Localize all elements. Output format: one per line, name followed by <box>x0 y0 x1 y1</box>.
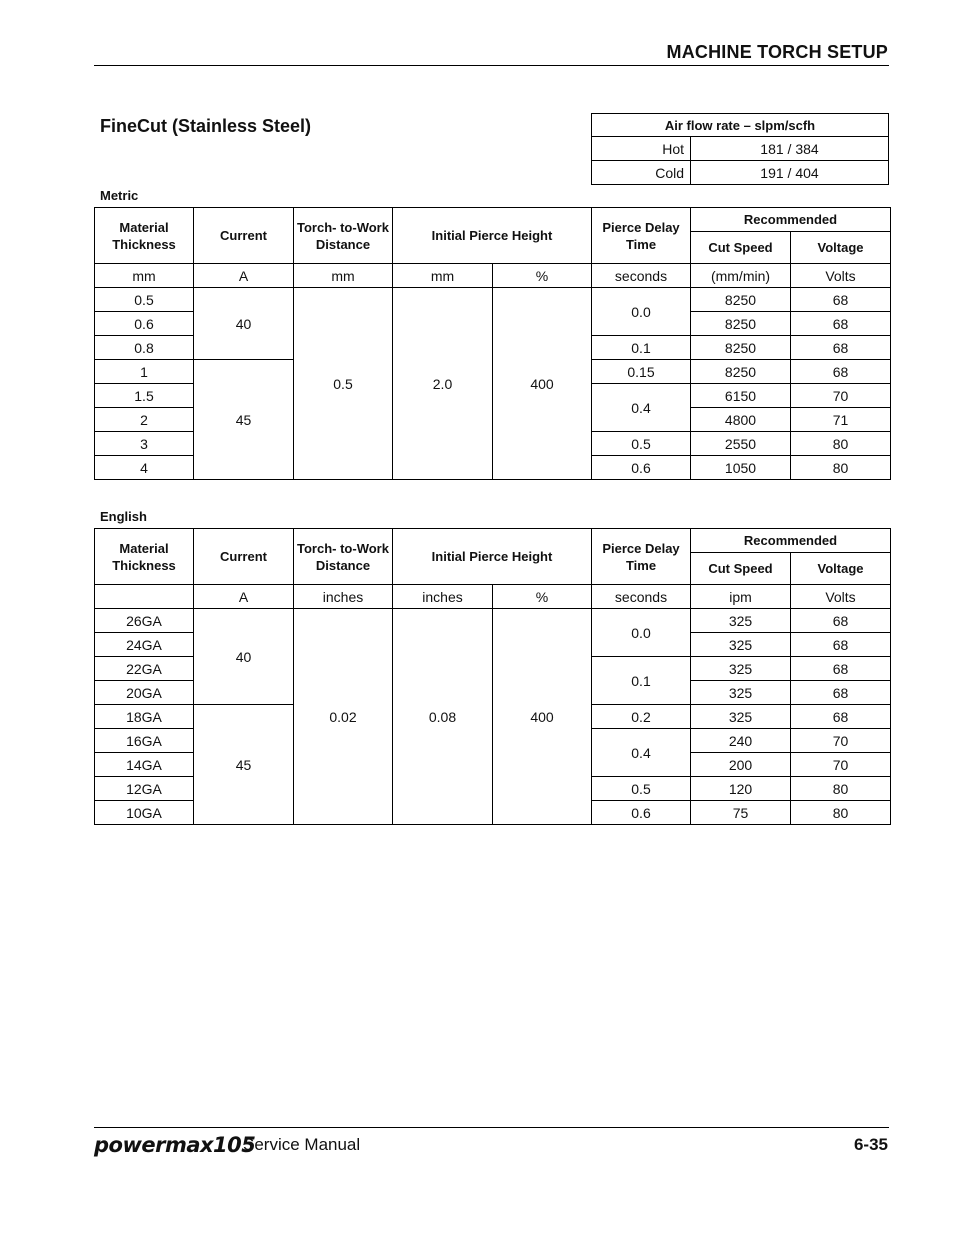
cut-speed-cell: 8250 <box>691 312 791 336</box>
air-flow-table <box>591 113 889 185</box>
thickness-cell: 3 <box>95 432 194 456</box>
thickness-cell: 20GA <box>95 681 194 705</box>
header-recommended: Recommended <box>691 208 891 232</box>
torch-to-work-cell: 0.02 <box>294 609 393 825</box>
page-number: 6-35 <box>853 1135 888 1154</box>
pierce-delay-cell: 0.6 <box>592 456 691 480</box>
pierce-delay-cell: 0.4 <box>592 729 691 777</box>
english-label: English <box>100 509 147 524</box>
brand-logo: powermax105 <box>94 1133 256 1157</box>
unit-cell: % <box>493 264 592 288</box>
unit-cell: Volts <box>791 264 891 288</box>
voltage-cell: 71 <box>791 408 891 432</box>
pierce-delay-cell: 0.4 <box>592 384 691 432</box>
cut-speed-cell: 325 <box>691 681 791 705</box>
air-flow-value: 191 / 404 <box>691 161 889 185</box>
air-flow-value: 181 / 384 <box>691 137 889 161</box>
thickness-cell: 0.6 <box>95 312 194 336</box>
cut-speed-cell: 325 <box>691 609 791 633</box>
cut-speed-cell: 2550 <box>691 432 791 456</box>
thickness-cell: 0.8 <box>95 336 194 360</box>
air-flow-label: Cold <box>592 161 691 185</box>
cut-speed-cell: 8250 <box>691 360 791 384</box>
footer-divider <box>94 1127 889 1128</box>
thickness-cell: 10GA <box>95 801 194 825</box>
thickness-cell: 12GA <box>95 777 194 801</box>
header-recommended: Recommended <box>691 529 891 553</box>
header-current: Current <box>194 208 294 264</box>
voltage-cell: 68 <box>791 705 891 729</box>
pierce-delay-cell: 0.5 <box>592 777 691 801</box>
table-row <box>592 137 889 161</box>
unit-cell: seconds <box>592 264 691 288</box>
unit-cell: seconds <box>592 585 691 609</box>
cut-speed-cell: 120 <box>691 777 791 801</box>
table-row <box>592 161 889 185</box>
voltage-cell: 80 <box>791 777 891 801</box>
unit-cell: mm <box>294 264 393 288</box>
cut-speed-cell: 8250 <box>691 336 791 360</box>
current-cell: 40 <box>194 609 294 705</box>
unit-cell: A <box>194 264 294 288</box>
cut-speed-cell: 75 <box>691 801 791 825</box>
unit-cell: mm <box>393 264 493 288</box>
thickness-cell: 2 <box>95 408 194 432</box>
section-title: FineCut (Stainless Steel) <box>100 116 312 136</box>
voltage-cell: 80 <box>791 801 891 825</box>
cut-speed-cell: 240 <box>691 729 791 753</box>
units-row <box>95 585 891 609</box>
pierce-delay-cell: 0.1 <box>592 336 691 360</box>
header-torch-to-work: Torch- to-Work Distance <box>294 208 393 264</box>
voltage-cell: 70 <box>791 384 891 408</box>
air-flow-title: Air flow rate – slpm/scfh <box>592 114 889 137</box>
cut-speed-cell: 1050 <box>691 456 791 480</box>
cut-speed-cell: 200 <box>691 753 791 777</box>
thickness-cell: 14GA <box>95 753 194 777</box>
pierce-height-cell: 2.0 <box>393 288 493 480</box>
table-row <box>95 288 891 312</box>
pierce-delay-cell: 0.2 <box>592 705 691 729</box>
pierce-delay-cell: 0.15 <box>592 360 691 384</box>
air-flow-label: Hot <box>592 137 691 161</box>
header-pierce-delay: Pierce Delay Time <box>592 529 691 585</box>
pierce-height-cell: 0.08 <box>393 609 493 825</box>
cut-speed-cell: 325 <box>691 633 791 657</box>
footer-manual-label: Service Manual <box>243 1135 361 1154</box>
pierce-delay-cell: 0.0 <box>592 288 691 336</box>
unit-cell: Volts <box>791 585 891 609</box>
header-pierce-delay: Pierce Delay Time <box>592 208 691 264</box>
table-row <box>95 609 891 633</box>
voltage-cell: 70 <box>791 729 891 753</box>
cut-speed-cell: 6150 <box>691 384 791 408</box>
voltage-cell: 80 <box>791 456 891 480</box>
unit-cell: ipm <box>691 585 791 609</box>
unit-cell <box>95 585 194 609</box>
current-cell: 45 <box>194 705 294 825</box>
thickness-cell: 4 <box>95 456 194 480</box>
voltage-cell: 68 <box>791 288 891 312</box>
pierce-delay-cell: 0.0 <box>592 609 691 657</box>
voltage-cell: 68 <box>791 312 891 336</box>
pierce-delay-cell: 0.5 <box>592 432 691 456</box>
voltage-cell: 68 <box>791 360 891 384</box>
current-cell: 40 <box>194 288 294 360</box>
thickness-cell: 18GA <box>95 705 194 729</box>
header-material-thickness: Material Thickness <box>95 208 194 264</box>
unit-cell: A <box>194 585 294 609</box>
pierce-delay-cell: 0.1 <box>592 657 691 705</box>
voltage-cell: 68 <box>791 633 891 657</box>
pierce-height-pct-cell: 400 <box>493 609 592 825</box>
header-initial-pierce-height: Initial Pierce Height <box>393 208 592 264</box>
voltage-cell: 80 <box>791 432 891 456</box>
thickness-cell: 16GA <box>95 729 194 753</box>
header-torch-to-work: Torch- to-Work Distance <box>294 529 393 585</box>
current-cell: 45 <box>194 360 294 480</box>
thickness-cell: 1.5 <box>95 384 194 408</box>
header-cut-speed: Cut Speed <box>691 553 791 585</box>
unit-cell: (mm/min) <box>691 264 791 288</box>
voltage-cell: 70 <box>791 753 891 777</box>
header-current: Current <box>194 529 294 585</box>
voltage-cell: 68 <box>791 681 891 705</box>
torch-to-work-cell: 0.5 <box>294 288 393 480</box>
thickness-cell: 0.5 <box>95 288 194 312</box>
cut-speed-cell: 8250 <box>691 288 791 312</box>
pierce-delay-cell: 0.6 <box>592 801 691 825</box>
header-initial-pierce-height: Initial Pierce Height <box>393 529 592 585</box>
voltage-cell: 68 <box>791 336 891 360</box>
cut-speed-cell: 4800 <box>691 408 791 432</box>
page-header-title: MACHINE TORCH SETUP <box>666 42 888 62</box>
thickness-cell: 22GA <box>95 657 194 681</box>
thickness-cell: 26GA <box>95 609 194 633</box>
voltage-cell: 68 <box>791 657 891 681</box>
metric-label: Metric <box>100 188 139 203</box>
unit-cell: mm <box>95 264 194 288</box>
cut-speed-cell: 325 <box>691 657 791 681</box>
header-material-thickness: Material Thickness <box>95 529 194 585</box>
voltage-cell: 68 <box>791 609 891 633</box>
cut-speed-cell: 325 <box>691 705 791 729</box>
header-cut-speed: Cut Speed <box>691 232 791 264</box>
units-row <box>95 264 891 288</box>
metric-cut-chart-table <box>94 207 891 480</box>
unit-cell: % <box>493 585 592 609</box>
unit-cell: inches <box>294 585 393 609</box>
unit-cell: inches <box>393 585 493 609</box>
header-voltage: Voltage <box>791 553 891 585</box>
header-divider <box>94 65 889 66</box>
english-cut-chart-table <box>94 528 891 825</box>
header-voltage: Voltage <box>791 232 891 264</box>
pierce-height-pct-cell: 400 <box>493 288 592 480</box>
thickness-cell: 1 <box>95 360 194 384</box>
thickness-cell: 24GA <box>95 633 194 657</box>
